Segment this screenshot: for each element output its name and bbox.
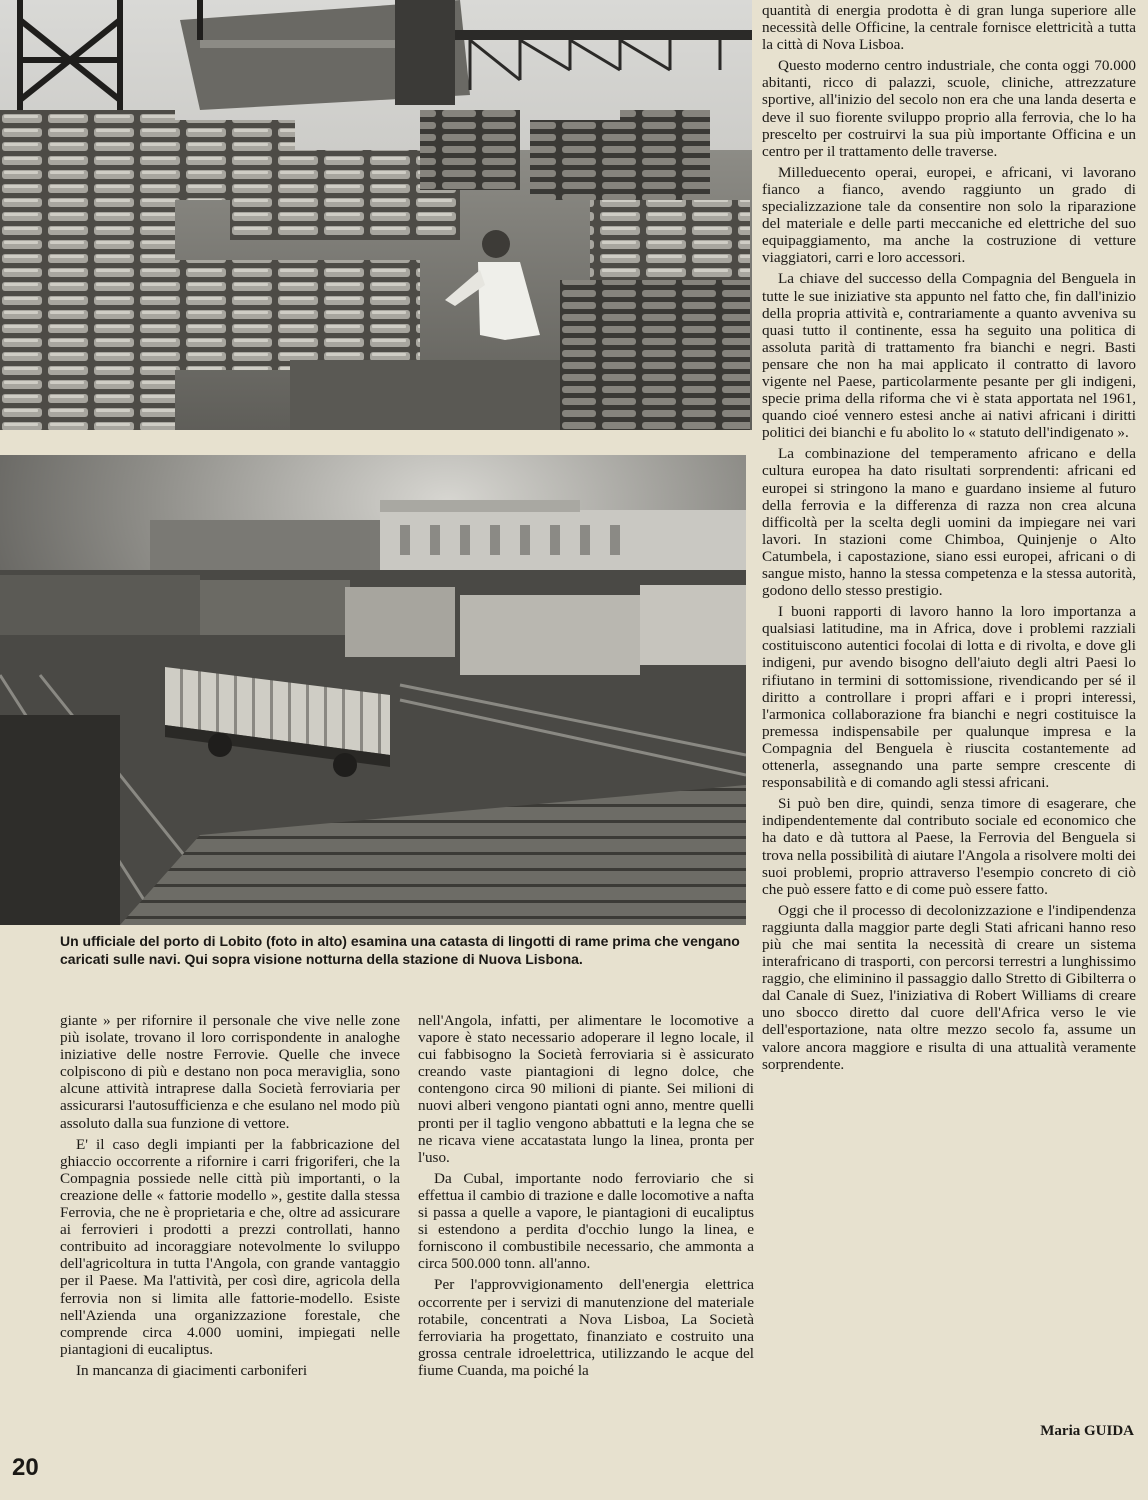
paragraph: Oggi che il processo di decolonizzazione e l'indipendenza raggiunta dalla maggior parte degli Stati africani hanno reso più che mai sentita la necessità di creare un sistema interafricano di trasporti, con percorsi terrestri a lunghissimo raggio, che eliminino il passaggio dallo Stretto di Gibilterra o dal Canale di Suez, l'iniziativa di Robert Williams di creare uno sbocco diretto dal cuore dell'Africa verso le vie dell'esportazione, nata oltre mezzo secolo fa, assume un valore ancora maggiore e risulta di una attualità veramente sorprendente. xyxy=(762,901,1136,1073)
paragraph: E' il caso degli impianti per la fabbricazione del ghiaccio occorrente a rifornire i carri frigoriferi, che la Compagnia possiede nelle città più importanti, o la creazione delle « fattorie modello », gestite dalla stessa Ferrovia, che ne è proprietaria e che, oltre ad assicurare ai ferrovieri i prodotti a prezzi controllati, hanno contribuito ad incoraggiare notevolmente lo sviluppo dell'agricoltura in tutta l'Angola, con grande vantaggio per il Paese. Ma l'attività, per così dire, agricola della ferrovia non si limita alle fattorie-modello. Esiste nell'Azienda una organizzazione forestale, che comprende circa 4.000 uomini, impiegati nelle piantagioni di eucaliptus. xyxy=(60,1135,400,1358)
photo-night-station xyxy=(0,455,746,925)
paragraph: Si può ben dire, quindi, senza timore di esagerare, che indipendentemente dal contributo sociale ed economico che ha dato e dà tuttora al Paese, la Ferrovia del Benguela si trova nella possibilità di aiutare l'Angola a risolvere molti dei suoi problemi, proprio attraverso l'esempio concreto di ciò che può essere fatto e di come può essere fatto. xyxy=(762,795,1136,898)
photo-caption: Un ufficiale del porto di Lobito (foto in alto) esamina una catasta di lingotti di rame prima che vengano caricati sulle navi. Qui sopra visione notturna della stazione di Nuova Lisbona. xyxy=(60,933,740,967)
paragraph: Questo moderno centro industriale, che conta oggi 70.000 abitanti, ricco di palazzi, scuole, cliniche, attrezzature sportive, all'inizio del secolo non era che una landa deserta e deve il suo fiorente sviluppo proprio alla ferrovia, che lo ha prescelto per costruirvi la sua più importante Officina e un centro per il trattamento delle traverse. xyxy=(762,57,1136,160)
paragraph: Milleduecento operai, europei, e africani, vi lavorano fianco a fianco, avendo raggiunto un grado di specializzazione tale da consentire non solo la riparazione del materiale e delle parti meccaniche ed elettriche del suo equipaggiamento, ma anche la costruzione di vetture viaggiatori, carri e loro accessori. xyxy=(762,163,1136,267)
page-number: 20 xyxy=(12,1454,39,1481)
paragraph: I buoni rapporti di lavoro hanno la loro importanza a qualsiasi latitudine, ma in Africa, dove i problemi razziali costituiscono autentici focolai di lotta e di rivolta, e dove gli indigeni, pur avendo bisogno dell'aiuto degli altri Paesi lo rifiutano in termini di sottomissione, rivendicando per sé il diritto a controllare i propri affari e i propri interessi, l'armonica collaborazione fra bianchi e negri costituisce la premessa indispensabile per qualunque impresa e la Compagnia del Benguela è riuscita costantemente ad ottenerla, assegnando una parte sempre crescente di responsabilità e di comando agli stessi africani. xyxy=(762,603,1136,792)
article-column-right xyxy=(762,2,1136,1077)
paragraph: giante » per rifornire il personale che vive nelle zone più isolate, trovano il loro corrispondente in analoghe iniziative delle nostre Ferrovie. Quelle che invece colpiscono di più e destano non poca meraviglia, sono alcune attività intraprese dalla Società ferroviaria per assicurarsi l'autosufficienza e che esulano nel modo più assoluto dalla sua funzione di vettore. xyxy=(60,1012,400,1132)
paragraph: nell'Angola, infatti, per alimentare le locomotive a vapore è stato necessario adoperare il legno locale, il cui fabbisogno la Società ferroviaria si è assicurato creando vaste piantagioni di legno dolce, che contengono circa 90 milioni di piante. Sei milioni di nuovi alberi vengono piantati ogni anno, mentre quelli pronti per il taglio vengono abbattuti e la legna che se ne ricava viene accatastata lungo la linea, pronta per l'uso. xyxy=(418,1012,754,1166)
paragraph: In mancanza di giacimenti carboniferi xyxy=(76,1361,308,1379)
paragraph: quantità di energia prodotta è di gran lunga superiore alle necessità delle Officine, la centrale fornisce elettricità a tutta la città di Nova Lisboa. xyxy=(762,2,1136,54)
paragraph: La combinazione del temperamento africano e della cultura europea ha dato risultati sorprendenti: africani ed europei si stringono la mano e guardano insieme al futuro della ferrovia e la differenza di razza non crea alcuna difficoltà per la scelta degli uomini da impiegare nei vari lavori. In stazioni come Chimboa, Quinjenje o Alto Catumbela, i capostazione, siano essi europei, africani o di sangue misto, hanno la stessa competenza e la stessa autorità, godono dello stesso prestigio. xyxy=(762,445,1136,600)
photo-copper-ingots-port xyxy=(0,0,752,430)
paragraph: Da Cubal, importante nodo ferroviario che si effettua il cambio di trazione e dalle locomotive a nafta si passa a quelle a vapore, le piantagioni di eucaliptus si estendono a perdita d'occhio lungo la linea, e forniscono il combustibile necessario, che ammonta a circa 500.000 tonn. all'anno. xyxy=(418,1169,754,1273)
author-signature: Maria GUIDA xyxy=(1040,1423,1134,1439)
paragraph: La chiave del successo della Compagnia del Benguela in tutte le sue iniziative sta appunto nel fatto che, fin dall'inizio della propria attività e, contrariamente a quanto avveniva su quasi tutto il continente, essa ha seguito una politica di assoluta parità di trattamento fra bianchi e negri. Basti pensare che non ha mai applicato il contratto di lavoro vigente nel Paese, particolarmente pesante per gli indigeni, specie prima della riforma che vi è stata apportata nel 1961, quando cioé vennero estesi anche ai nativi africani i diritti politici dei bianchi e fu abolito lo « statuto dell'indigenato ». xyxy=(762,270,1136,442)
article-column-left xyxy=(60,1012,400,1383)
paragraph: Per l'approvvigionamento dell'energia elettrica occorrente per i servizi di manutenzione del materiale rotabile, concentrati a Nova Lisboa, La Società ferroviaria ha progettato, finanziato e costruito una grossa centrale idroelettrica, utilizzando le acque del fiume Cuanda, ma poiché la xyxy=(418,1276,754,1379)
article-column-middle xyxy=(418,1012,754,1383)
